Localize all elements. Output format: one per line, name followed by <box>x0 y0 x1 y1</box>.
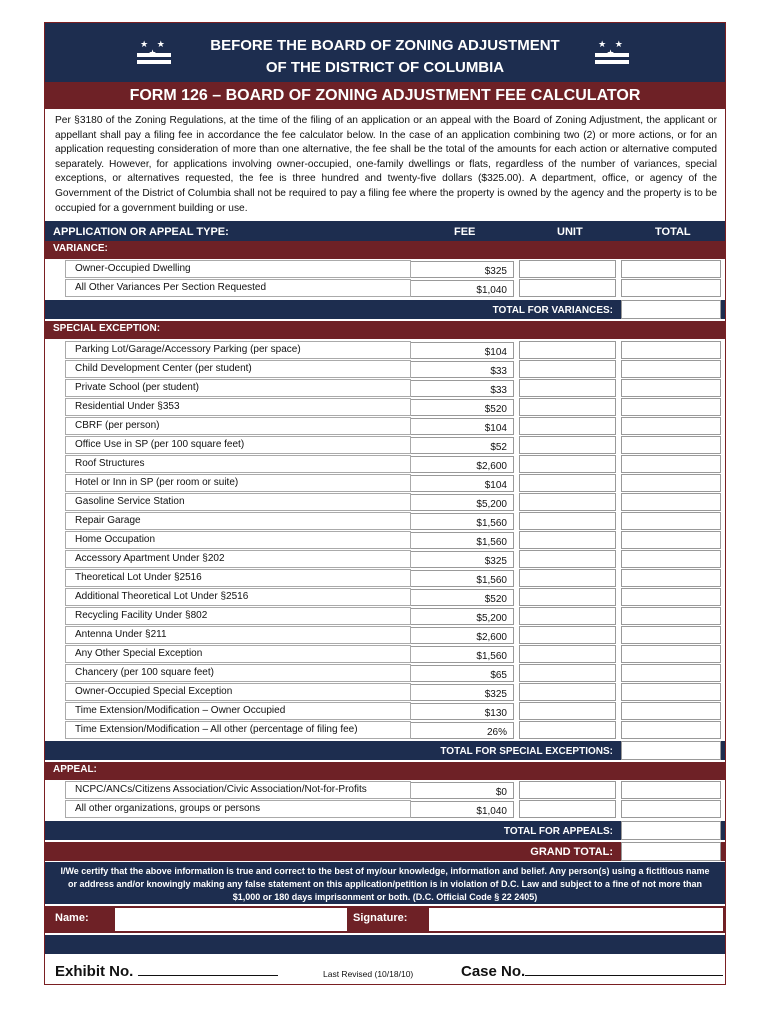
fee-row-label: Time Extension/Modification – All other (percentage of filing fee) <box>75 724 358 735</box>
fee-row-label: Residential Under §353 <box>75 401 180 412</box>
fee-row <box>45 800 725 819</box>
fee-row-label: Gasoline Service Station <box>75 496 185 507</box>
unit-input[interactable] <box>519 702 616 720</box>
fee-row-amount: $5,200 <box>411 494 514 511</box>
fee-row-amount: 26% <box>411 722 514 739</box>
total-appeals-row: TOTAL FOR APPEALS: <box>45 821 725 840</box>
fee-row <box>45 493 725 512</box>
row-total-field[interactable] <box>621 569 721 587</box>
unit-input[interactable] <box>519 279 616 297</box>
fee-row <box>45 781 725 800</box>
total-special-row: TOTAL FOR SPECIAL EXCEPTIONS: <box>45 741 725 760</box>
fee-row-amount: $1,040 <box>411 280 514 297</box>
col-fee: FEE <box>454 226 476 238</box>
row-total-field[interactable] <box>621 455 721 473</box>
fee-row-amount: $325 <box>411 684 514 701</box>
unit-input[interactable] <box>519 569 616 587</box>
fee-row <box>45 702 725 721</box>
unit-input[interactable] <box>519 512 616 530</box>
fee-row-label: Office Use in SP (per 100 square feet) <box>75 439 245 450</box>
unit-input[interactable] <box>519 493 616 511</box>
unit-input[interactable] <box>519 664 616 682</box>
exhibit-number: Exhibit No. <box>55 963 278 980</box>
fee-row <box>45 588 725 607</box>
fee-row-amount: $520 <box>411 399 514 416</box>
row-total-field[interactable] <box>621 531 721 549</box>
name-input[interactable] <box>115 908 347 931</box>
fee-row-amount: $2,600 <box>411 627 514 644</box>
fee-row <box>45 455 725 474</box>
row-total-field[interactable] <box>621 702 721 720</box>
total-variances-row: TOTAL FOR VARIANCES: <box>45 300 725 319</box>
unit-input[interactable] <box>519 607 616 625</box>
unit-input[interactable] <box>519 800 616 818</box>
row-total-field[interactable] <box>621 800 721 818</box>
fee-row-label: Theoretical Lot Under §2516 <box>75 572 202 583</box>
fee-row <box>45 398 725 417</box>
unit-input[interactable] <box>519 455 616 473</box>
fee-row <box>45 341 725 360</box>
certification-text: I/We certify that the above information is true and correct to the best of my/our knowledge, information and belief. Any person(s) using a fictitious name or address and/or knowingly making any false statement on this application/petition is in violation of D.C. Law and subject to a fine of not more than $1,000 or 180 days imprisonment or both. (D.C. Official Code § 22 2405) <box>45 862 725 904</box>
fee-row <box>45 379 725 398</box>
row-total-field[interactable] <box>621 360 721 378</box>
exhibit-number-field[interactable] <box>138 963 278 976</box>
unit-input[interactable] <box>519 683 616 701</box>
fee-row <box>45 664 725 683</box>
form-header <box>45 23 725 82</box>
row-total-field[interactable] <box>621 341 721 359</box>
fee-row-label: Roof Structures <box>75 458 145 469</box>
row-total-field[interactable] <box>621 588 721 606</box>
fee-row-label: Repair Garage <box>75 515 141 526</box>
unit-input[interactable] <box>519 550 616 568</box>
header-line-1: BEFORE THE BOARD OF ZONING ADJUSTMENT <box>210 37 560 54</box>
fee-row-amount: $1,040 <box>411 801 514 818</box>
unit-input[interactable] <box>519 645 616 663</box>
fee-row <box>45 474 725 493</box>
fee-row <box>45 417 725 436</box>
fee-row-label: All Other Variances Per Section Requested <box>75 282 267 293</box>
fee-row-amount: $104 <box>411 418 514 435</box>
col-unit: UNIT <box>557 226 583 238</box>
fee-row-label: Parking Lot/Garage/Accessory Parking (per space) <box>75 344 301 355</box>
fee-row-amount: $5,200 <box>411 608 514 625</box>
row-total-field[interactable] <box>621 379 721 397</box>
form-title: FORM 126 – BOARD OF ZONING ADJUSTMENT FEE CALCULATOR <box>45 82 725 109</box>
row-total-field[interactable] <box>621 683 721 701</box>
fee-row-amount: $325 <box>411 261 514 278</box>
row-total-field[interactable] <box>621 664 721 682</box>
total-appeals-field[interactable] <box>621 821 721 840</box>
row-total-field[interactable] <box>621 550 721 568</box>
grand-total-field[interactable] <box>621 842 721 861</box>
row-total-field[interactable] <box>621 645 721 663</box>
name-label: Name: <box>55 912 89 924</box>
fee-row-amount: $33 <box>411 380 514 397</box>
intro-paragraph: Per §3180 of the Zoning Regulations, at the time of the filing of an application or an appeal with the Board of Zoning Adjustment, the applicant or appellant shall pay a filing fee in accordance the fee calculator below. In the case of an application combining two (2) or more actions, or for an application requesting consideration of more than one alternative, the fee shall be the total of the amounts for each action or alternative computed separately. However, for applications involving owner-occupied, one-family dwellings or flats, regardless of the number of variances, special exceptions, or alternatives requested, the fee is three hundred and twenty-five dollars ($325.00). A department, office, or agency of the Government of the District of Columbia shall not be required to pay a filing fee where the property is owned by the agency and the property is to be occupied for a government building or use. <box>55 115 717 214</box>
row-total-field[interactable] <box>621 474 721 492</box>
fee-row <box>45 607 725 626</box>
row-total-field[interactable] <box>621 721 721 739</box>
unit-input[interactable] <box>519 474 616 492</box>
unit-input[interactable] <box>519 360 616 378</box>
fee-row-label: Accessory Apartment Under §202 <box>75 553 225 564</box>
col-type: APPLICATION OR APPEAL TYPE: <box>53 226 229 238</box>
unit-input[interactable] <box>519 781 616 799</box>
last-revised: Last Revised (10/18/10) <box>323 969 414 979</box>
case-number: Case No. <box>461 963 723 980</box>
fee-row-label: Child Development Center (per student) <box>75 363 252 374</box>
fee-row <box>45 436 725 455</box>
fee-row-amount: $52 <box>411 437 514 454</box>
row-total-field[interactable] <box>621 398 721 416</box>
fee-row <box>45 512 725 531</box>
fee-row <box>45 721 725 740</box>
fee-row-label: NCPC/ANCs/Citizens Association/Civic Association/Not-for-Profits <box>75 784 367 795</box>
unit-input[interactable] <box>519 531 616 549</box>
row-total-field[interactable] <box>621 260 721 278</box>
unit-input[interactable] <box>519 341 616 359</box>
fee-row-amount: $1,560 <box>411 513 514 530</box>
fee-row-label: All other organizations, groups or persons <box>75 803 261 814</box>
fee-row <box>45 550 725 569</box>
row-total-field[interactable] <box>621 279 721 297</box>
fee-row-amount: $520 <box>411 589 514 606</box>
dc-flag-icon: ★ ★ ★ <box>595 40 629 66</box>
fee-row <box>45 531 725 550</box>
fee-row-label: Private School (per student) <box>75 382 199 393</box>
fee-row-amount: $104 <box>411 342 514 359</box>
header-line-2: OF THE DISTRICT OF COLUMBIA <box>265 59 505 76</box>
fee-row-amount: $1,560 <box>411 646 514 663</box>
fee-row <box>45 279 725 298</box>
fee-row-label: Additional Theoretical Lot Under §2516 <box>75 591 249 602</box>
fee-row <box>45 260 725 279</box>
signature-bar <box>45 906 725 933</box>
section-appeal: APPEAL: <box>45 762 725 780</box>
fee-row-label: Home Occupation <box>75 534 156 545</box>
col-total: TOTAL <box>655 226 691 238</box>
fee-row-amount: $325 <box>411 551 514 568</box>
signature-label: Signature: <box>353 912 408 924</box>
signature-input[interactable] <box>429 908 723 931</box>
footer-bar <box>45 935 725 954</box>
fee-row-label: Time Extension/Modification – Owner Occupied <box>75 705 286 716</box>
row-total-field[interactable] <box>621 436 721 454</box>
fee-row <box>45 683 725 702</box>
fee-row-label: Any Other Special Exception <box>75 648 203 659</box>
fee-row-label: Chancery (per 100 square feet) <box>75 667 214 678</box>
fee-row-amount: $65 <box>411 665 514 682</box>
row-total-field[interactable] <box>621 626 721 644</box>
fee-calculator-form <box>44 22 726 985</box>
fee-row-amount: $0 <box>411 782 514 799</box>
row-total-field[interactable] <box>621 607 721 625</box>
unit-input[interactable] <box>519 398 616 416</box>
fee-row-amount: $33 <box>411 361 514 378</box>
unit-input[interactable] <box>519 417 616 435</box>
fee-row-amount: $2,600 <box>411 456 514 473</box>
unit-input[interactable] <box>519 626 616 644</box>
unit-input[interactable] <box>519 379 616 397</box>
case-number-field[interactable] <box>525 963 723 976</box>
dc-flag-icon: ★ ★ ★ <box>137 40 171 66</box>
total-special-field[interactable] <box>621 741 721 760</box>
total-variances-field[interactable] <box>621 300 721 319</box>
fee-row-label: CBRF (per person) <box>75 420 160 431</box>
fee-row-label: Recycling Facility Under §802 <box>75 610 208 621</box>
fee-row-amount: $1,560 <box>411 532 514 549</box>
unit-input[interactable] <box>519 260 616 278</box>
section-special-exception: SPECIAL EXCEPTION: <box>45 321 725 339</box>
row-total-field[interactable] <box>621 493 721 511</box>
fee-row-label: Owner-Occupied Special Exception <box>75 686 233 697</box>
fee-row-label: Hotel or Inn in SP (per room or suite) <box>75 477 239 488</box>
fee-row-amount: $130 <box>411 703 514 720</box>
fee-row-amount: $1,560 <box>411 570 514 587</box>
section-variance: VARIANCE: <box>45 241 725 259</box>
unit-input[interactable] <box>519 436 616 454</box>
grand-total-row: GRAND TOTAL: <box>45 842 725 861</box>
unit-input[interactable] <box>519 588 616 606</box>
fee-row <box>45 645 725 664</box>
row-total-field[interactable] <box>621 417 721 435</box>
row-total-field[interactable] <box>621 781 721 799</box>
row-total-field[interactable] <box>621 512 721 530</box>
fee-row-label: Owner-Occupied Dwelling <box>75 263 191 274</box>
fee-row <box>45 360 725 379</box>
fee-row <box>45 569 725 588</box>
column-header <box>45 221 725 241</box>
unit-input[interactable] <box>519 721 616 739</box>
fee-row <box>45 626 725 645</box>
fee-row-amount: $104 <box>411 475 514 492</box>
fee-row-label: Antenna Under §211 <box>75 629 167 640</box>
